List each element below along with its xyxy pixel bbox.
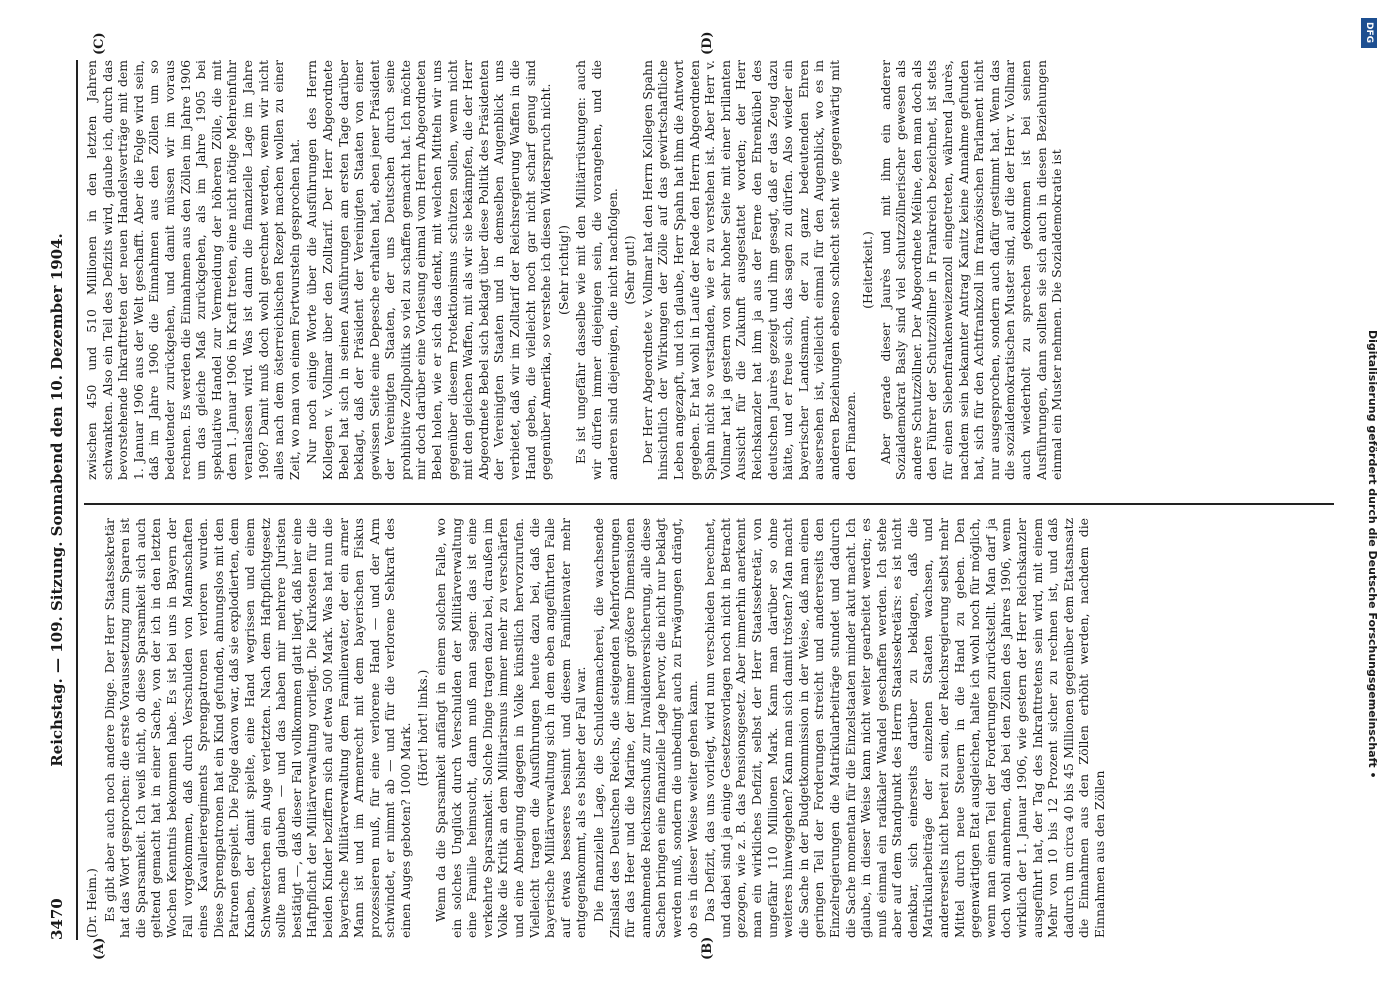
left-column xyxy=(84,518,1334,938)
paragraph: Wenn da die Sparsamkeit anfängt in einem solchen Falle, wo ein solches Unglück durch Verschulden der Militärverwaltung eine Familie heimsucht, dann muß man sagen: das ist eine verkehrte Sparsamkeit. Solche Dinge tragen dazu bei, draußen im Volke die Kritik an dem Militarismus immer mehr zu verschärfen und eine Abneigung dagegen in Volke künstlich hervorzurufen. Vielleicht tragen die Ausführungen heute dazu bei, daß die bayerische Militärverwaltung sich in dem eben angeführten Falle auf etwas besseres besinnt und diesem Familienvater mehr entgegenkommt, als es bisher der Fall war. xyxy=(433,518,589,938)
interjection: (Heiterkeit.) xyxy=(860,231,876,309)
dfg-logo: DFG xyxy=(1361,18,1377,48)
paragraph: Es gibt aber auch noch andere Dinge. Der Herr Staatssekretär hat das Wort gesprochen: die erste Voraussetzung zum Sparen ist die Sparsamkeit. Ich weiß nicht, ob diese Sparsamkeit sich auch geltend gemacht hat in einer Sache, von der ich in den letzten Wochen Kenntnis bekommen habe. Es ist bei uns in Bayern der Fall vorgekommen, daß durch Verschulden von Mannschaften eines Kavallerieregiments Sprengpatronen verloren wurden. Diese Sprengpatronen hat ein Kind gefunden, ahnungslos mit den Patronen gespielt. Die Folge davon war, daß sie explodierten, dem Knaben, der damit spielte, eine Hand wegrissen und einem Schwesterchen ein Auge verletzten. Nach dem Haftpflichtgesetz sollte man glauben — und das haben mir mehrere Juristen bestätigt —, daß dieser Fall vollkommen glatt liegt, daß hier eine Haftpflicht der Militärverwaltung vorliegt. Die Kurkosten für die beiden Kinder beziffern sich auf etwa 500 Mark. Was hat nun die bayerische Militärverwaltung dem Familienvater, der ein armer Mann ist und im Armenrecht mit dem bayerischen Fiskus prozessieren muß, für eine verlorene Hand — und der Arm schwindet, er nimmt ab — und für die verlorene Sehkraft des einen Auges geboten? 1000 Mark. xyxy=(101,518,413,938)
paragraph: Das Defizit, das uns vorliegt, wird nun verschieden berechnet, und dabei sind ja einige Gesetzesvorlagen noch nicht in Betracht gezogen, wie z. B. das Pensionsgesetz. Aber immerhin anerkennt man ein wirkliches Defizit, selbst der Herr Staatssekretär, von ungefähr 110 Millionen Mark. Kann man darüber so ohne weiteres hinweggehen? Kann man sich damit trösten? Man macht die Sache in der Budgetkommission in der Weise, daß man einen geringen Teil der Forderungen streicht und andererseits den Einzelregierungen die Matrikularbeiträge stundet und dadurch die Sache momentan für die Einzelstaaten minder akut macht. Ich glaube, in dieser Weise kann nicht weiter gearbeitet werden; es muß einmal ein radikaler Wandel geschaffen werden. Ich stehe aber auf dem Standpunkt des Herrn Staatssekretärs: es ist nicht denkbar, sich einerseits darüber zu beklagen, daß die Matrikularbeiträge der einzelnen Staaten wachsen, und andererseits nicht bereit zu sein, der Reichsregierung selbst mehr Mittel durch neue Steuern in die Hand zu geben. Den gegenwärtigen Etat ausgleichen, halte ich wohl noch für möglich, wenn man einen Teil der Forderungen zurückstellt. Man darf ja doch wohl annehmen, daß bei den Zöllen des Jahres 1906, wenn wirklich der 1. Januar 1906, wie gestern der Herr Reichskanzler ausgeführt hat, der Tag des Inkrafttretens sein wird, mit einem Mehr von 10 bis 12 Prozent sicher zu rechnen ist, und daß dadurch um circa 40 bis 45 Millionen gegenüber dem Etatsansatz die Einnahmen aus den Zöllen erhöht werden, nachdem die Einnahmen aus den Zöllen xyxy=(702,518,1107,938)
margin-marker-a: (A) xyxy=(92,937,107,960)
margin-marker-d: (D) xyxy=(700,31,715,55)
paragraph: Der Herr Abgeordnete v. Vollmar hat den Herrn Kollegen Spahn hinsichtlich der Wirkungen der Zölle auf das gewirtschaftliche Leben angezapft, und ich glaube, Herr Spahn hat ihm die Antwort gegeben. Er hat wohl in Laufe der Rede den Herrn Abgeordneten Spahn nicht so verstanden, wie er zu verstehen ist. Aber Herr v. Vollmar hat ja gestern von sehr hoher Seite mit einer brillanten Aussicht für die Zukunft ausgestattet worden; der Herr Reichskanzler hat ihm ja aus der Ferne den Ehrenkübel des deutschen Jaurès gezeigt und ihm gesagt, daß er das Zeug dazu hätte, und er freue sich, das sagen zu dürfen. Also wieder ein bayerischer Landsmann, der zu ganz bedeutenden Ehren ausersehen ist, vielleicht einmal für den Augenblick, wo es in anderen Beziehungen ebenso schlecht steht wie gegenwärtig mit den Finanzen. xyxy=(639,60,858,480)
page-number: 3470 xyxy=(48,898,66,940)
page-title: Reichstag. — 109. Sitzung. Sonnabend den 10. Dezember 1904. xyxy=(48,233,66,767)
digitization-footer xyxy=(1359,10,1381,990)
interjection: (Sehr gut!) xyxy=(622,235,638,305)
margin-marker-b: (B) xyxy=(700,936,715,960)
paragraph: (Dr. Heim.) xyxy=(84,868,99,938)
digitization-notice: Digitalisierung gefördert durch die Deutsche Forschungsgemeinschaft • xyxy=(1366,330,1379,779)
paragraph: Nur noch einige Worte über die Ausführungen des Herrn Kollegen v. Vollmar über den Zolltarif. Der Herr Abgeordnete Bebel hat sich in seinen Ausführungen am ersten Tage darüber beklagt, daß der Präsident der Vereinigten Staaten von einer gewissen Seite eine Depesche erhalten hat, eben jener Präsident der Vereinigten Staaten, der uns Deutschen durch seine prohibitive Zollpolitik so viel zu schaffen gemacht hat. Ich möchte mir doch darüber eine Vorlesung einmal vom Herrn Abgeordneten Bebel holen, wie er sich das denkt, mit welchen Mitteln wir uns gegenüber diesem Protektionismus schützen sollen, wenn nicht mit den gleichen Waffen, mit als wir sie bekämpfen, die der Herr Abgeordnete Bebel sich beklagt über diese Politik des Präsidenten der Vereinigten Staaten und in demselben Augenblick uns verbietet, daß wir im Zolltarif der Reichsregierung Waffen in die Hand geben, die vielleicht noch gar nicht scharf genug sind gegenüber Amerika, so verstehe ich diesen Widerspruch nicht. xyxy=(304,60,554,480)
paragraph: Aber gerade dieser Jaurès und mit ihm ein anderer Sozialdemokrat Basly sind viel schutzzöllnerischer gewesen als andere Schutzzöllner. Der Abgeordnete Méline, den man doch als den Führer der Schutzzöllner in Frankreich bezeichnet, ist stets für einen Siebenfrankenweizenzoll eingetreten, während Jaurès, nachdem sein bekannter Antrag Kanitz keine Annahme gefunden hat, sich für den Achtfrankzoll im französischen Parlament nicht nur ausgesprochen, sondern auch dafür gestimmt hat. Wenn das die sozialdemokratischen Muster sind, auf die der Herr v. Vollmar auch wiederholt zu sprechen gekommen ist bei seinen Ausführungen, dann sollten sie sich auch in diesen Beziehungen einmal ein Muster nehmen. Die Sozialdemokratie ist xyxy=(877,60,1065,480)
page-header xyxy=(48,60,72,940)
paragraph: Es ist ungefähr dasselbe wie mit den Militärrüstungen: auch wir dürfen immer diejenigen sein, die vorangehen, und die anderen sind diejenigen, die nicht nachfolgen. xyxy=(573,60,620,480)
paragraph: Die finanzielle Lage, die Schuldenmacherei, die wachsende Zinslast des Deutschen Reichs, die steigenden Mehrforderungen für das Heer und die Marine, der immer größere Dimensionen annehmende Reichszuschuß zur Invalidenversicherung, alle diese Sachen bringen eine finanzielle Lage hervor, die nicht nur beklagt werden muß, sondern die unbedingt auch zu Erwägungen drängt, ob es in dieser Weise weiter gehen kann. xyxy=(591,518,700,938)
header-rule xyxy=(76,60,78,940)
margin-marker-c: (C) xyxy=(92,32,107,55)
interjection: (Sehr richtig!) xyxy=(555,225,571,315)
right-column xyxy=(84,60,1334,480)
paragraph: zwischen 450 und 510 Millionen in den letzten Jahren schwankten. Also ein Teil des Defizits wird, glaube ich, durch das bevorstehende Inkrafttreten der neuen Handelsverträge mit dem 1. Januar 1906 aus der Welt geschafft. Aber die Folge wird sein, daß im Jahre 1906 die Einnahmen aus den Zöllen um so bedeutender zurückgehen, und damit müssen wir im voraus rechnen. Es werden die Einnahmen aus den Zöllen im Jahre 1906 um das gleiche Maß zurückgehen, als im Jahre 1905 bei spekulative Handel zur Vermeidung der höheren Zölle, die mit dem 1. Januar 1906 in Kraft treten, eine nicht nötige Mehreinfuhr veranlassen wird. Was ist dann die finanzielle Lage im Jahre 1906? Damit muß doch wohl gerechnet werden, wenn wir nicht alles nach dem österreichischen Rezept machen wollen zu einer Zeit, wo man von einem Fortwursteln gesprochen hat. xyxy=(84,60,302,480)
column-divider xyxy=(84,503,1334,505)
interjection: (Hört! hört! links.) xyxy=(415,669,431,787)
